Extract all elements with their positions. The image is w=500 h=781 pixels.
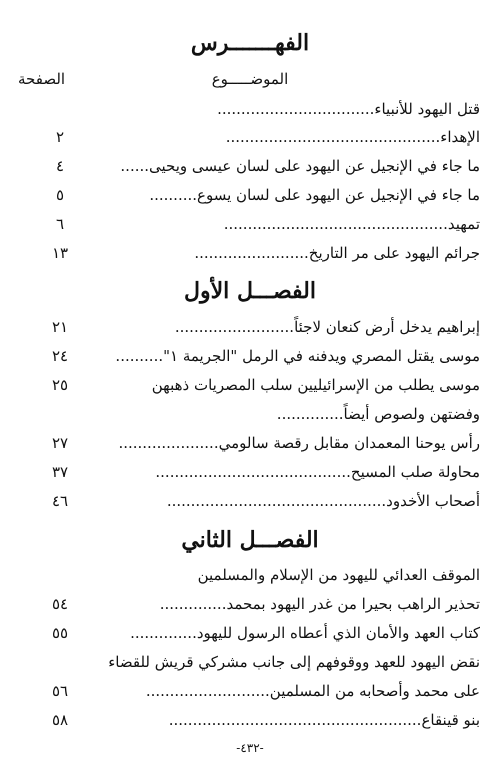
toc-entry-page: ٢٥ xyxy=(51,376,69,394)
toc-row xyxy=(30,372,480,398)
toc-row xyxy=(30,459,480,485)
toc-entry-text: أصحاب الأخدود.............................................. xyxy=(166,492,480,510)
toc-entry-page: ٤٦ xyxy=(51,492,69,510)
toc-row xyxy=(30,401,480,427)
toc-row xyxy=(30,96,480,122)
toc-row xyxy=(30,182,480,208)
toc-entry-page: ٥٥ xyxy=(51,624,69,642)
toc-row xyxy=(30,488,480,514)
toc-entry-text: تمهيد............................................... xyxy=(223,215,480,233)
toc-entry-text: تحذير الراهب بحيرا من غدر اليهود بمحمد.............. xyxy=(159,595,480,613)
toc-row xyxy=(30,314,480,340)
toc-row xyxy=(30,707,480,733)
toc-entry-text: إبراهيم يدخل أرض كنعان لاجئاً......................... xyxy=(174,318,480,336)
toc-entry-text: ما جاء في الإنجيل عن اليهود على لسان يسوع.......... xyxy=(149,186,480,204)
chapter-1-title: الفصـــل الأول xyxy=(184,278,316,304)
toc-entry-text: كتاب العهد والأمان الذي أعطاه الرسول لليهود.............. xyxy=(130,624,480,642)
toc-row xyxy=(30,591,480,617)
toc-row xyxy=(30,430,480,456)
toc-entry-text: جرائم اليهود على مر التاريخ........................ xyxy=(194,244,480,262)
toc-entry-page: ١٣ xyxy=(51,244,69,262)
toc-entry-page: ٢٤ xyxy=(51,347,69,365)
toc-row xyxy=(30,240,480,266)
column-header-topic: الموضـــــوع xyxy=(211,70,289,88)
toc-row xyxy=(30,343,480,369)
toc-row xyxy=(30,124,480,150)
page-title: الفهـــــــرس xyxy=(190,30,310,56)
toc-entry-page: ٢ xyxy=(55,128,65,146)
toc-row xyxy=(30,562,480,588)
toc-entry-page: ٥٨ xyxy=(51,711,69,729)
page-number: -٤٣٢- xyxy=(236,741,264,755)
chapter-2-title: الفصـــل الثاني xyxy=(181,527,319,553)
toc-entry-page: ٥٦ xyxy=(51,682,69,700)
toc-entry-text: وفضتهن ولصوص أيضاً.............. xyxy=(276,405,480,423)
toc-entry-page: ٢١ xyxy=(51,318,69,336)
toc-entry-text: قتل اليهود للأنبياء................................. xyxy=(217,100,480,118)
toc-entry-page: ٢٧ xyxy=(51,434,69,452)
toc-entry-page: ٥ xyxy=(55,186,65,204)
toc-entry-text: موسى يقتل المصري ويدفنه في الرمل "الجريمة ١".......... xyxy=(115,347,480,365)
toc-entry-page: ٥٤ xyxy=(51,595,69,613)
toc-entry-page: ٦ xyxy=(55,215,65,233)
toc-entry-text: نقض اليهود للعهد ووقوفهم إلى جانب مشركي قريش للقضاء xyxy=(108,653,480,671)
toc-row xyxy=(30,649,480,675)
toc-row xyxy=(30,678,480,704)
toc-entry-text: الموقف العدائي لليهود من الإسلام والمسلمين xyxy=(197,566,480,584)
toc-entry-text: محاولة صلب المسيح......................................... xyxy=(155,463,480,481)
toc-row xyxy=(30,211,480,237)
toc-row xyxy=(30,153,480,179)
toc-row xyxy=(30,620,480,646)
column-header-page: الصفحة xyxy=(18,70,66,88)
toc-entry-text: الإهداء............................................. xyxy=(225,128,480,146)
toc-entry-text: على محمد وأصحابه من المسلمين.......................... xyxy=(145,682,480,700)
toc-entry-text: بنو قينقاع..................................................... xyxy=(168,711,480,729)
toc-entry-text: ما جاء في الإنجيل عن اليهود على لسان عيسى ويحيى...... xyxy=(120,157,480,175)
toc-entry-page: ٣٧ xyxy=(51,463,69,481)
toc-entry-text: رأس يوحنا المعمدان مقابل رقصة سالومي..................... xyxy=(118,434,480,452)
toc-entry-page: ٤ xyxy=(55,157,65,175)
toc-entry-text: موسى يطلب من الإسرائيليين سلب المصريات ذهبهن xyxy=(151,376,480,394)
